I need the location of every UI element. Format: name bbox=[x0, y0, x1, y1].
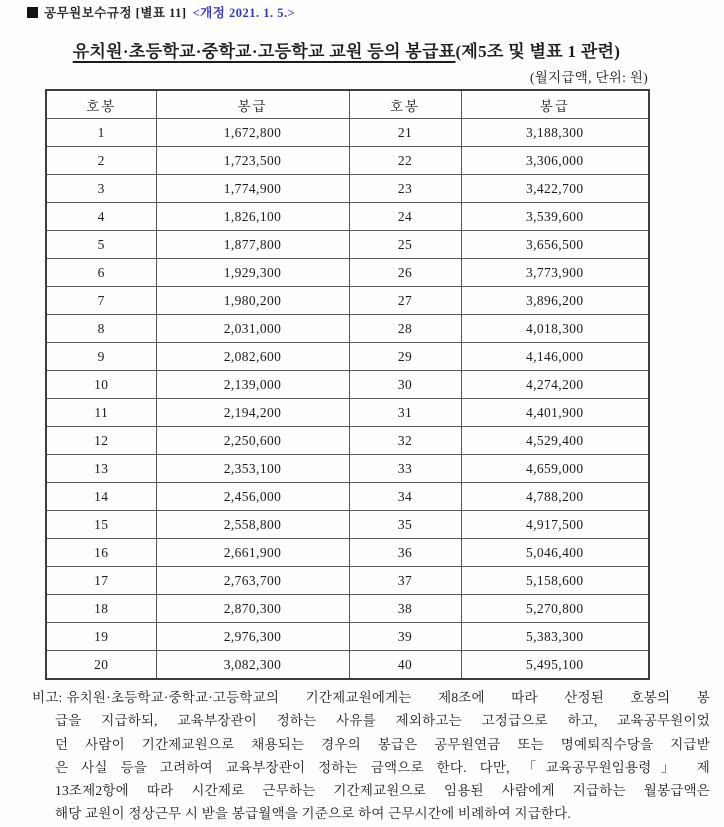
grade-cell: 2 bbox=[46, 147, 156, 175]
table-row bbox=[46, 595, 649, 623]
salary-cell: 5,270,800 bbox=[461, 595, 649, 623]
table-row bbox=[46, 119, 649, 147]
salary-cell: 5,383,300 bbox=[461, 623, 649, 651]
square-bullet-icon bbox=[27, 7, 38, 18]
grade-cell: 3 bbox=[46, 175, 156, 203]
salary-cell: 3,539,600 bbox=[461, 203, 649, 231]
salary-cell: 2,353,100 bbox=[156, 455, 349, 483]
grade-cell: 10 bbox=[46, 371, 156, 399]
salary-cell: 2,763,700 bbox=[156, 567, 349, 595]
salary-cell: 4,917,500 bbox=[461, 511, 649, 539]
grade-cell: 15 bbox=[46, 511, 156, 539]
grade-cell: 29 bbox=[349, 343, 461, 371]
salary-cell: 4,146,000 bbox=[461, 343, 649, 371]
table-row bbox=[46, 427, 649, 455]
remark-line: 급을 지급하되, 교육부장관이 정하는 사유를 제외하고는 고정급으로 하고, 교육공무원이었 bbox=[55, 713, 710, 729]
grade-cell: 6 bbox=[46, 259, 156, 287]
salary-cell: 2,456,000 bbox=[156, 483, 349, 511]
page-title bbox=[45, 37, 648, 62]
remark-block bbox=[32, 686, 710, 826]
salary-cell: 2,976,300 bbox=[156, 623, 349, 651]
salary-cell: 5,495,100 bbox=[461, 651, 649, 680]
remark-line: 비고: 유치원·초등학교·중학교·고등학교의 기간제교원에게는 제8조에 따라 산정된 호봉의 봉 bbox=[32, 690, 710, 705]
remark-line: 해당 교원이 정상근무 시 받을 봉급월액을 기준으로 하여 근무시간에 비례하여 지급한다. bbox=[55, 806, 571, 822]
salary-cell: 4,659,000 bbox=[461, 455, 649, 483]
salary-cell: 2,139,000 bbox=[156, 371, 349, 399]
grade-cell: 36 bbox=[349, 539, 461, 567]
grade-cell: 16 bbox=[46, 539, 156, 567]
grade-cell: 38 bbox=[349, 595, 461, 623]
grade-cell: 7 bbox=[46, 287, 156, 315]
salary-cell: 2,558,800 bbox=[156, 511, 349, 539]
salary-cell: 2,082,600 bbox=[156, 343, 349, 371]
grade-cell: 25 bbox=[349, 231, 461, 259]
table-row bbox=[46, 231, 649, 259]
grade-cell: 20 bbox=[46, 651, 156, 680]
grade-cell: 18 bbox=[46, 595, 156, 623]
salary-cell: 3,306,000 bbox=[461, 147, 649, 175]
header-row bbox=[46, 90, 649, 119]
table-row bbox=[46, 651, 649, 680]
table-row bbox=[46, 623, 649, 651]
revision-date: <개정 2021. 1. 5.> bbox=[192, 6, 296, 20]
grade-cell: 19 bbox=[46, 623, 156, 651]
grade-cell: 4 bbox=[46, 203, 156, 231]
grade-cell: 37 bbox=[349, 567, 461, 595]
grade-cell: 31 bbox=[349, 399, 461, 427]
table-row bbox=[46, 455, 649, 483]
table-row bbox=[46, 343, 649, 371]
grade-cell: 24 bbox=[349, 203, 461, 231]
salary-cell: 3,188,300 bbox=[461, 119, 649, 147]
salary-cell: 3,082,300 bbox=[156, 651, 349, 680]
page-title-underlined: 유치원·초등학교·중학교·고등학교 교원 등의 봉급표 bbox=[72, 42, 456, 61]
table-row bbox=[46, 483, 649, 511]
salary-cell: 1,826,100 bbox=[156, 203, 349, 231]
grade-cell: 12 bbox=[46, 427, 156, 455]
grade-cell: 11 bbox=[46, 399, 156, 427]
salary-cell: 3,773,900 bbox=[461, 259, 649, 287]
grade-cell: 39 bbox=[349, 623, 461, 651]
table-row bbox=[46, 175, 649, 203]
salary-cell: 1,980,200 bbox=[156, 287, 349, 315]
grade-cell: 1 bbox=[46, 119, 156, 147]
salary-cell: 4,788,200 bbox=[461, 483, 649, 511]
salary-cell: 3,422,700 bbox=[461, 175, 649, 203]
grade-cell: 23 bbox=[349, 175, 461, 203]
remark-line: 13조제2항에 따라 시간제로 근무하는 기간제교원으로 임용된 사람에게 지급하는 월봉급액은 bbox=[55, 783, 710, 799]
table-row bbox=[46, 203, 649, 231]
salary-cell: 4,529,400 bbox=[461, 427, 649, 455]
grade-cell: 8 bbox=[46, 315, 156, 343]
table-row bbox=[46, 371, 649, 399]
column-header-salary-left: 봉급 bbox=[156, 90, 349, 119]
column-header-grade-right: 호봉 bbox=[349, 90, 461, 119]
remark-label: 비고: bbox=[32, 690, 63, 705]
salary-cell: 2,031,000 bbox=[156, 315, 349, 343]
regulation-header bbox=[27, 3, 295, 21]
remark-line: 은 사실 등을 고려하여 교육부장관이 정하는 금액으로 한다. 다만, 「교육공무원임용령」 제 bbox=[55, 759, 710, 775]
grade-cell: 34 bbox=[349, 483, 461, 511]
salary-cell: 2,661,900 bbox=[156, 539, 349, 567]
regulation-title: 공무원보수규정 [별표 11] bbox=[44, 6, 187, 20]
salary-table-header bbox=[46, 90, 649, 119]
table-row bbox=[46, 399, 649, 427]
salary-cell: 4,401,900 bbox=[461, 399, 649, 427]
salary-cell: 1,929,300 bbox=[156, 259, 349, 287]
grade-cell: 14 bbox=[46, 483, 156, 511]
salary-cell: 4,274,200 bbox=[461, 371, 649, 399]
grade-cell: 9 bbox=[46, 343, 156, 371]
salary-cell: 1,723,500 bbox=[156, 147, 349, 175]
salary-cell: 1,877,800 bbox=[156, 231, 349, 259]
grade-cell: 22 bbox=[349, 147, 461, 175]
table-row bbox=[46, 315, 649, 343]
salary-cell: 3,656,500 bbox=[461, 231, 649, 259]
salary-cell: 2,194,200 bbox=[156, 399, 349, 427]
salary-cell: 3,896,200 bbox=[461, 287, 649, 315]
table-row bbox=[46, 259, 649, 287]
salary-cell: 5,158,600 bbox=[461, 567, 649, 595]
table-row bbox=[46, 147, 649, 175]
remark-line: 던 사람이 기간제교원으로 채용되는 경우의 봉급은 공무원연금 또는 명예퇴직수당을 지급받 bbox=[55, 736, 710, 752]
salary-cell: 2,250,600 bbox=[156, 427, 349, 455]
grade-cell: 21 bbox=[349, 119, 461, 147]
salary-cell: 2,870,300 bbox=[156, 595, 349, 623]
grade-cell: 5 bbox=[46, 231, 156, 259]
page-title-suffix: (제5조 및 별표 1 관련) bbox=[455, 42, 621, 61]
salary-cell: 1,774,900 bbox=[156, 175, 349, 203]
grade-cell: 26 bbox=[349, 259, 461, 287]
table-row bbox=[46, 287, 649, 315]
table-row bbox=[46, 511, 649, 539]
grade-cell: 17 bbox=[46, 567, 156, 595]
unit-note: (월지급액, 단위: 원) bbox=[529, 70, 648, 85]
table-row bbox=[46, 567, 649, 595]
salary-cell: 1,672,800 bbox=[156, 119, 349, 147]
grade-cell: 13 bbox=[46, 455, 156, 483]
column-header-salary-right: 봉급 bbox=[461, 90, 649, 119]
grade-cell: 27 bbox=[349, 287, 461, 315]
salary-cell: 5,046,400 bbox=[461, 539, 649, 567]
grade-cell: 33 bbox=[349, 455, 461, 483]
grade-cell: 28 bbox=[349, 315, 461, 343]
grade-cell: 35 bbox=[349, 511, 461, 539]
salary-cell: 4,018,300 bbox=[461, 315, 649, 343]
salary-table-body bbox=[46, 119, 649, 680]
column-header-grade-left: 호봉 bbox=[46, 90, 156, 119]
grade-cell: 30 bbox=[349, 371, 461, 399]
grade-cell: 32 bbox=[349, 427, 461, 455]
salary-table bbox=[45, 89, 650, 680]
table-row bbox=[46, 539, 649, 567]
grade-cell: 40 bbox=[349, 651, 461, 680]
